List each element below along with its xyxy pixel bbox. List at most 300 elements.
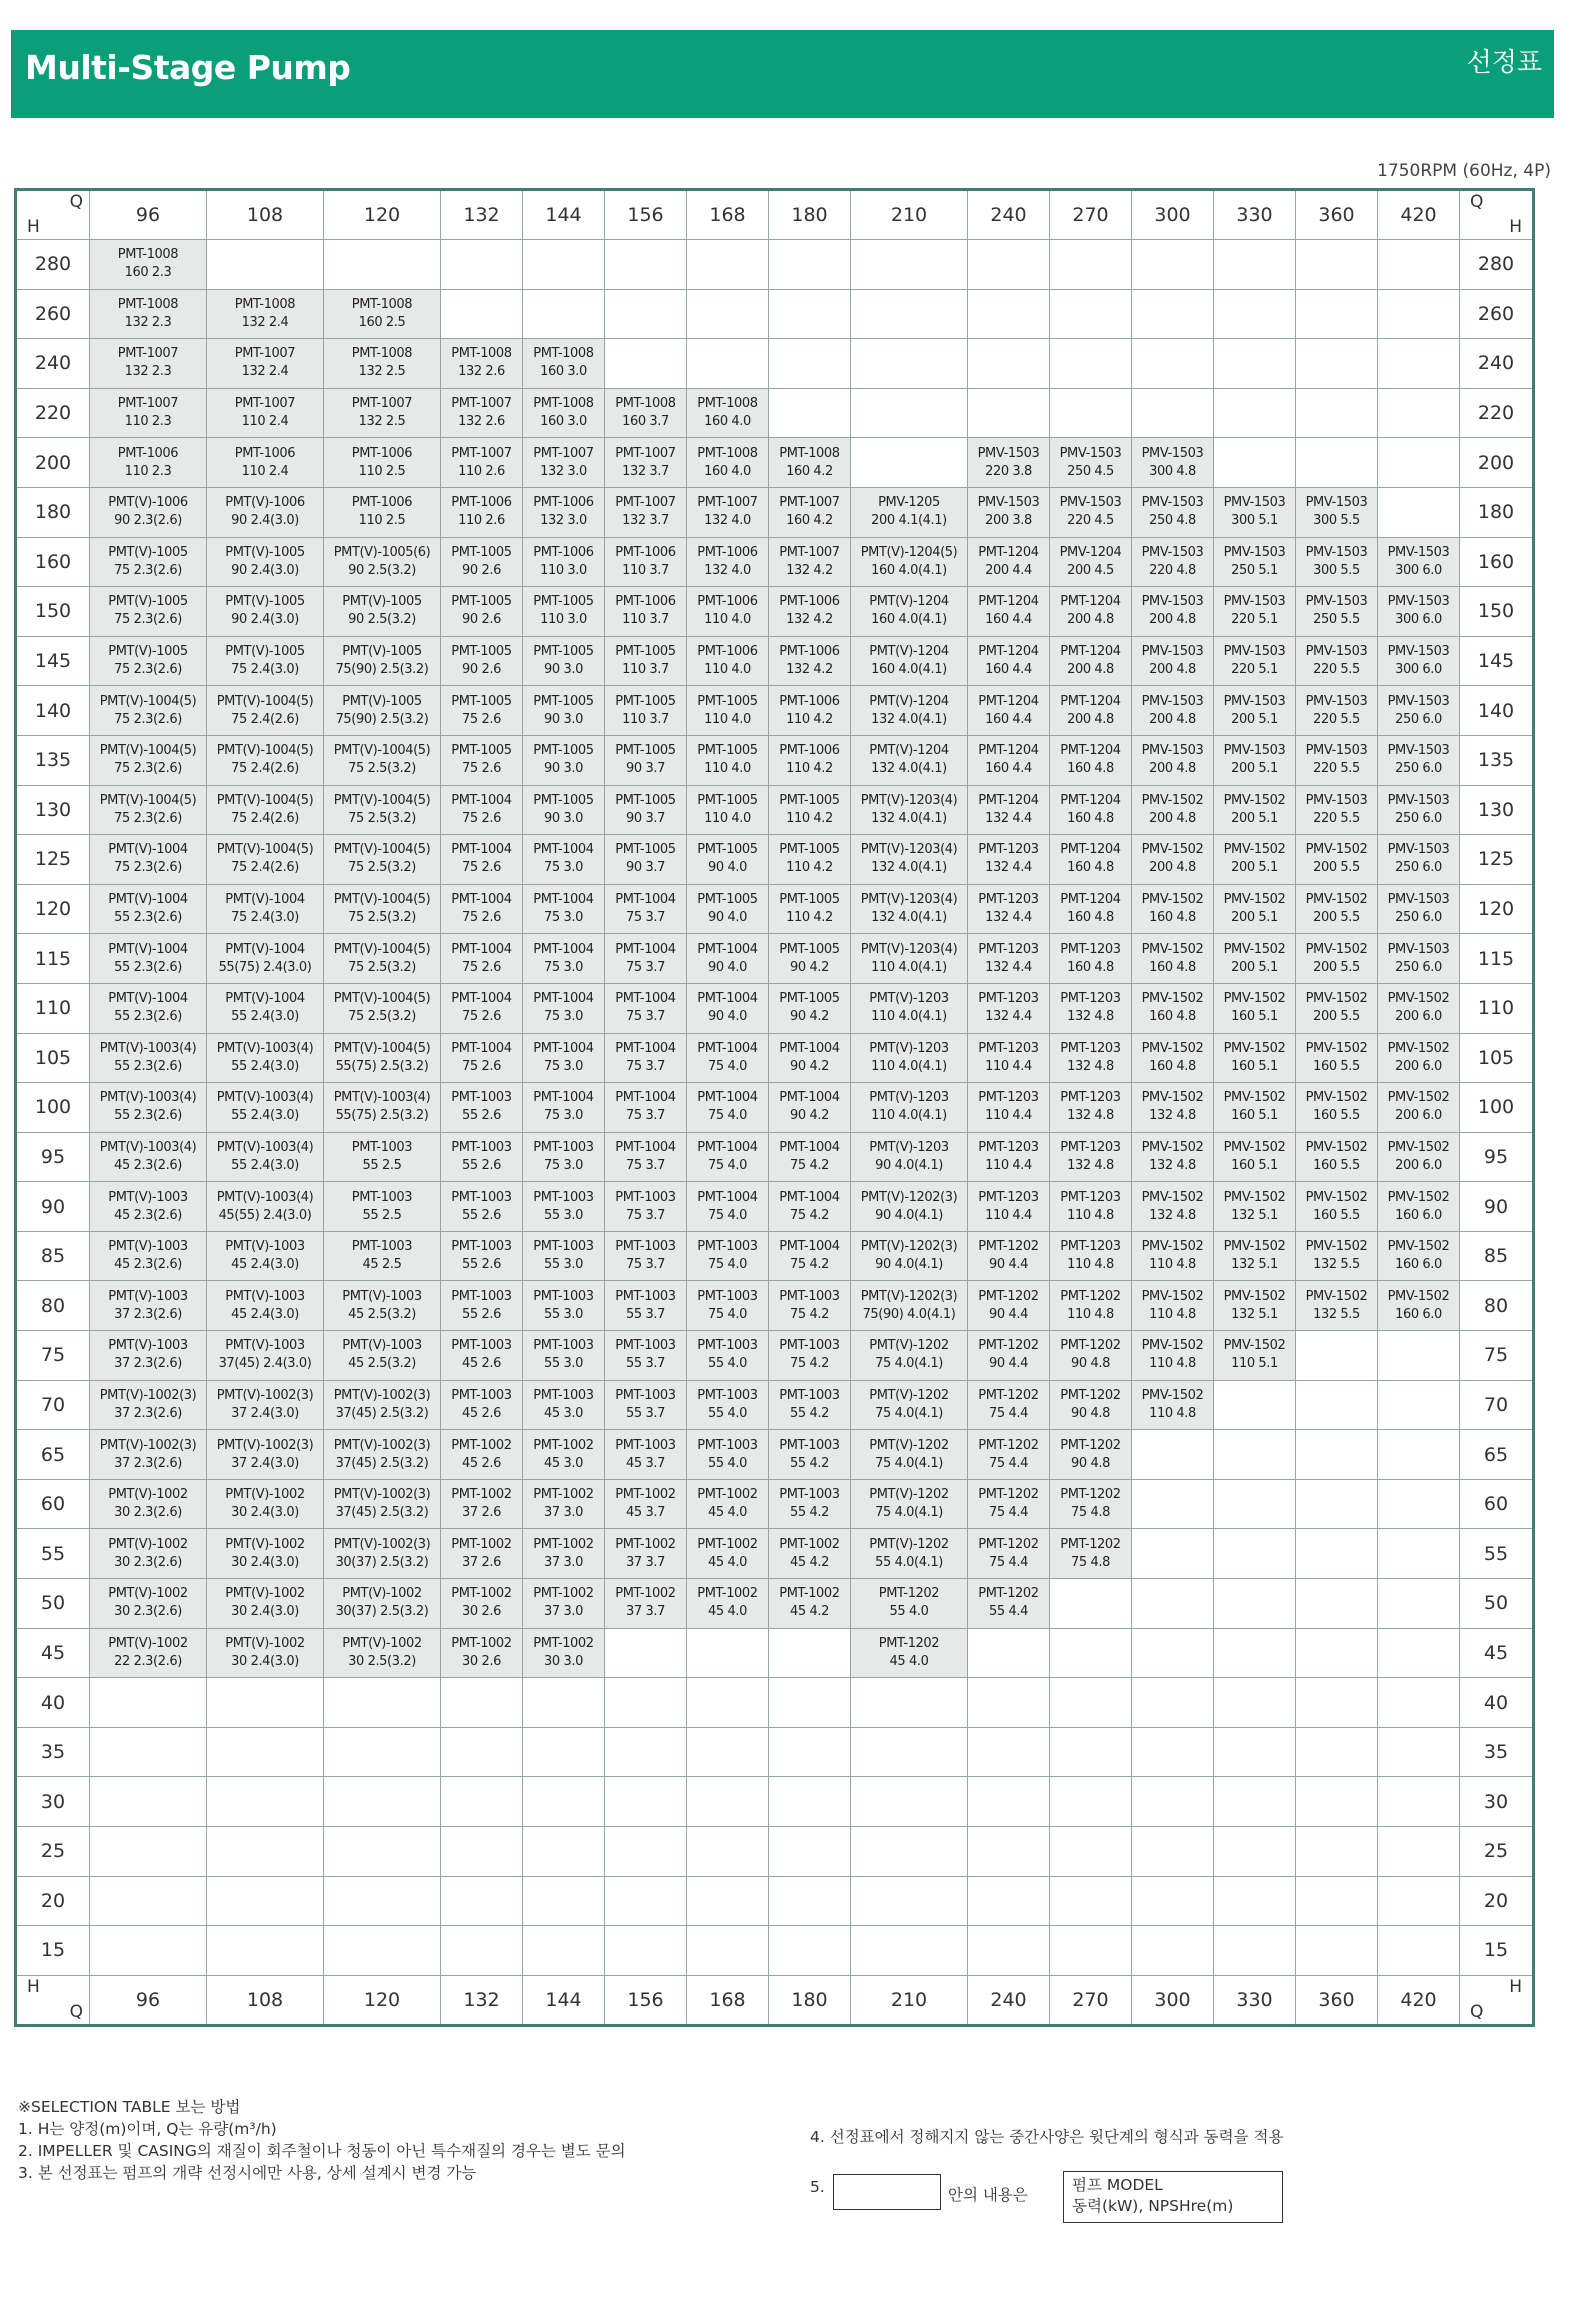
note-1: 1. H는 양정(m)이며, Q는 유량(m³/h) (18, 2120, 277, 2138)
head-value: 40 (1460, 1678, 1534, 1728)
empty-cell (1214, 388, 1296, 438)
pump-cell (687, 1579, 769, 1629)
empty-cell (1050, 1876, 1132, 1926)
empty-cell (1378, 1479, 1460, 1529)
pump-specs: 300 4.8 (1149, 463, 1196, 479)
pump-specs: 160 5.1 (1231, 1009, 1278, 1025)
pump-cell (687, 934, 769, 984)
pump-model: PMT-1004 (451, 892, 512, 908)
head-value: 125 (1460, 835, 1534, 885)
empty-cell (769, 1678, 851, 1728)
pump-model: PMT-1005 (697, 892, 758, 908)
empty-cell (968, 388, 1050, 438)
pump-cell (523, 934, 605, 984)
pump-model: PMT-1203 (1060, 1040, 1121, 1056)
head-value: 15 (1460, 1926, 1534, 1976)
empty-cell (605, 339, 687, 389)
pump-specs: 90 4.2 (790, 1058, 829, 1074)
pump-cell (687, 1132, 769, 1182)
pump-specs: 250 5.1 (1231, 562, 1278, 578)
pump-specs: 300 5.5 (1313, 513, 1360, 529)
empty-cell (1050, 289, 1132, 339)
pump-specs: 160 4.8 (1067, 910, 1114, 926)
pump-model: PMV-1503 (1305, 792, 1368, 808)
pump-specs: 160 4.0 (704, 414, 751, 430)
pump-model: PMT-1006 (779, 644, 840, 660)
pump-specs: 37(45) 2.5(3.2) (335, 1505, 429, 1521)
pump-specs: 75 2.5(3.2) (348, 910, 416, 926)
note-4: 4. 선정표에서 정해지지 않는 중간사양은 윗단계의 형식과 동력을 적용 (810, 2128, 1284, 2146)
pump-cell (1132, 1331, 1214, 1381)
pump-model: PMT(V)-1004(5) (333, 892, 431, 908)
pump-cell (90, 1132, 207, 1182)
pump-model: PMT-1008 (779, 445, 840, 461)
table-row (16, 537, 1534, 587)
empty-cell (1378, 1777, 1460, 1827)
head-value: 130 (16, 785, 90, 835)
pump-model: PMV-1502 (1141, 1090, 1204, 1106)
pump-cell (1132, 785, 1214, 835)
empty-cell (1214, 240, 1296, 290)
pump-cell (769, 587, 851, 637)
pump-model: PMV-1502 (1141, 1387, 1204, 1403)
pump-cell (324, 785, 441, 835)
pump-cell (441, 339, 523, 389)
pump-cell (605, 735, 687, 785)
pump-cell (1296, 1083, 1378, 1133)
pump-cell (1050, 1380, 1132, 1430)
empty-cell (207, 1926, 324, 1976)
pump-cell (605, 636, 687, 686)
pump-cell (769, 735, 851, 785)
empty-cell (523, 1777, 605, 1827)
pump-specs: 160 4.4 (985, 612, 1032, 628)
pump-model: PMT-1007 (533, 445, 594, 461)
pump-model: PMT-1006 (615, 544, 676, 560)
head-value: 240 (1460, 339, 1534, 389)
axis-corner (1460, 1975, 1534, 2025)
empty-cell (1132, 289, 1214, 339)
column-footer: 144 (523, 1975, 605, 2025)
table-row (16, 240, 1534, 290)
pump-model: PMT(V)-1002(3) (333, 1487, 431, 1503)
pump-specs: 160 4.4 (985, 711, 1032, 727)
pump-cell (605, 587, 687, 637)
empty-cell (1378, 1430, 1460, 1480)
pump-specs: 55 2.3(2.6) (114, 1009, 182, 1025)
pump-cell (90, 1579, 207, 1629)
head-value: 30 (16, 1777, 90, 1827)
pump-specs: 75 3.7 (626, 1058, 665, 1074)
pump-specs: 160 5.5 (1313, 1157, 1360, 1173)
pump-cell (207, 983, 324, 1033)
pump-cell (90, 587, 207, 637)
pump-model: PMT(V)-1003(4) (216, 1090, 314, 1106)
head-value: 105 (1460, 1033, 1534, 1083)
pump-specs: 132 2.4 (241, 364, 289, 380)
pump-cell (851, 1231, 968, 1281)
pump-model: PMT(V)-1202(3) (860, 1288, 958, 1304)
pump-cell (851, 1132, 968, 1182)
head-value: 240 (16, 339, 90, 389)
pump-specs: 90 2.4(3.0) (231, 513, 299, 529)
empty-cell (1296, 1479, 1378, 1529)
pump-cell (687, 735, 769, 785)
pump-cell (90, 735, 207, 785)
pump-cell (1132, 487, 1214, 537)
pump-cell (1214, 735, 1296, 785)
pump-model: PMV-1502 (1141, 1288, 1204, 1304)
pump-cell (1214, 1132, 1296, 1182)
pump-specs: 250 6.0 (1395, 910, 1442, 926)
pump-cell (687, 884, 769, 934)
pump-model: PMT-1204 (1060, 792, 1121, 808)
pump-cell (90, 537, 207, 587)
pump-specs: 160 3.7 (622, 414, 669, 430)
pump-model: PMV-1502 (1141, 792, 1204, 808)
pump-model: PMV-1502 (1223, 1338, 1286, 1354)
empty-cell (1214, 1678, 1296, 1728)
pump-cell (1296, 785, 1378, 835)
pump-cell (769, 686, 851, 736)
pump-specs: 160 4.8 (1149, 959, 1196, 975)
empty-cell (1132, 1430, 1214, 1480)
head-value: 55 (1460, 1529, 1534, 1579)
pump-specs: 132 5.1 (1231, 1207, 1278, 1223)
pump-cell (207, 487, 324, 537)
pump-specs: 55 2.4(3.0) (231, 1058, 299, 1074)
pump-model: PMV-1502 (1305, 1139, 1368, 1155)
pump-cell (324, 438, 441, 488)
pump-specs: 160 5.5 (1313, 1108, 1360, 1124)
pump-specs: 160 4.4 (985, 662, 1032, 678)
pump-model: PMT(V)-1005 (108, 594, 188, 610)
pump-cell (1050, 1479, 1132, 1529)
pump-cell (687, 1380, 769, 1430)
pump-model: PMV-1502 (1305, 991, 1368, 1007)
pump-cell (207, 339, 324, 389)
pump-model: PMT-1008 (697, 445, 758, 461)
pump-specs: 110 3.7 (622, 662, 669, 678)
pump-model: PMV-1502 (1141, 991, 1204, 1007)
h-axis-label: H (27, 217, 40, 237)
head-value: 95 (16, 1132, 90, 1182)
empty-cell (687, 1827, 769, 1877)
pump-cell (1050, 1231, 1132, 1281)
pump-cell (1214, 1083, 1296, 1133)
pump-model: PMT-1007 (451, 445, 512, 461)
pump-specs: 200 3.8 (985, 513, 1032, 529)
pump-model: PMT-1003 (451, 1338, 512, 1354)
pump-model: PMT-1004 (779, 1189, 840, 1205)
pump-model: PMT(V)-1203(4) (860, 892, 958, 908)
pump-cell (207, 934, 324, 984)
empty-cell (851, 289, 968, 339)
pump-cell (1378, 785, 1460, 835)
pump-specs: 110 2.6 (458, 513, 505, 529)
pump-cell (769, 1331, 851, 1381)
pump-cell (605, 1182, 687, 1232)
selection-table (14, 188, 1535, 2027)
pump-model: PMT(V)-1003(4) (99, 1090, 197, 1106)
pump-model: PMT-1004 (533, 941, 594, 957)
pump-cell (769, 1033, 851, 1083)
head-value: 200 (1460, 438, 1534, 488)
pump-model: PMT-1005 (451, 644, 512, 660)
pump-cell (1050, 1033, 1132, 1083)
pump-cell (324, 686, 441, 736)
column-footer: 360 (1296, 1975, 1378, 2025)
pump-cell (324, 1331, 441, 1381)
pump-cell (90, 934, 207, 984)
pump-specs: 220 5.1 (1231, 662, 1278, 678)
pump-specs: 90 4.0(4.1) (875, 1207, 943, 1223)
pump-model: PMT-1004 (615, 991, 676, 1007)
empty-cell (1214, 1579, 1296, 1629)
pump-specs: 75 2.6 (462, 910, 501, 926)
empty-cell (687, 1777, 769, 1827)
empty-cell (1050, 240, 1132, 290)
pump-cell (1214, 636, 1296, 686)
pump-specs: 160 4.8 (1149, 910, 1196, 926)
pump-model: PMT(V)-1204 (869, 743, 949, 759)
pump-model: PMV-1502 (1305, 1189, 1368, 1205)
pump-model: PMT-1003 (697, 1387, 758, 1403)
pump-cell (523, 785, 605, 835)
pump-specs: 30 2.3(2.6) (114, 1604, 182, 1620)
pump-model: PMT-1202 (978, 1586, 1039, 1602)
pump-model: PMT(V)-1002 (225, 1487, 305, 1503)
pump-model: PMT-1202 (1060, 1536, 1121, 1552)
pump-model: PMT-1003 (615, 1239, 676, 1255)
head-value: 50 (1460, 1579, 1534, 1629)
pump-specs: 45 2.3(2.6) (114, 1207, 182, 1223)
pump-model: PMT(V)-1004(5) (333, 991, 431, 1007)
head-value: 70 (1460, 1380, 1534, 1430)
pump-model: PMT-1004 (779, 1239, 840, 1255)
pump-specs: 30 2.4(3.0) (231, 1653, 299, 1669)
column-header: 132 (441, 190, 523, 240)
pump-model: PMT-1006 (451, 495, 512, 511)
pump-specs: 75 4.0 (708, 1207, 747, 1223)
pump-specs: 75 2.6 (462, 959, 501, 975)
pump-specs: 75 4.4 (989, 1554, 1028, 1570)
pump-specs: 110 4.2 (786, 910, 833, 926)
pump-specs: 200 4.8 (1149, 810, 1196, 826)
pump-model: PMT-1008 (234, 296, 296, 312)
pump-model: PMT(V)-1003(4) (216, 1189, 314, 1205)
pump-model: PMT(V)-1004(5) (99, 792, 197, 808)
pump-specs: 75 2.5(3.2) (348, 810, 416, 826)
pump-specs: 75 3.7 (626, 1157, 665, 1173)
pump-model: PMT(V)-1002 (108, 1586, 188, 1602)
empty-cell (687, 289, 769, 339)
pump-specs: 45 3.7 (626, 1505, 665, 1521)
empty-cell (605, 289, 687, 339)
pump-model: PMT-1003 (533, 1387, 594, 1403)
empty-cell (769, 240, 851, 290)
pump-specs: 110 4.8 (1067, 1207, 1114, 1223)
pump-model: PMT-1203 (978, 1139, 1039, 1155)
pump-cell (851, 1479, 968, 1529)
table-row (16, 1876, 1534, 1926)
pump-model: PMT-1003 (351, 1239, 413, 1255)
pump-model: PMT-1003 (615, 1437, 676, 1453)
pump-cell (523, 1479, 605, 1529)
pump-cell (1132, 686, 1214, 736)
h-axis-label: H (27, 1976, 40, 1997)
empty-cell (1050, 339, 1132, 389)
pump-cell (1214, 835, 1296, 885)
pump-cell (523, 983, 605, 1033)
pump-cell (1214, 537, 1296, 587)
pump-cell (441, 735, 523, 785)
pump-cell (324, 934, 441, 984)
pump-specs: 55 2.6 (462, 1157, 501, 1173)
pump-cell (1132, 587, 1214, 637)
pump-specs: 55 3.0 (544, 1356, 583, 1372)
pump-specs: 132 2.5 (358, 364, 406, 380)
pump-model: PMT(V)-1004 (225, 991, 305, 1007)
pump-cell (324, 289, 441, 339)
pump-model: PMT-1003 (533, 1189, 594, 1205)
pump-specs: 132 4.8 (1067, 1157, 1114, 1173)
empty-cell (605, 1628, 687, 1678)
pump-cell (605, 1231, 687, 1281)
pump-model: PMV-1502 (1141, 1040, 1204, 1056)
q-axis-label: Q (1470, 192, 1484, 212)
pump-cell (324, 1132, 441, 1182)
pump-model: PMV-1502 (1387, 1189, 1450, 1205)
pump-specs: 250 6.0 (1395, 959, 1442, 975)
pump-cell (769, 1083, 851, 1133)
pump-specs: 75 2.4(2.6) (231, 711, 299, 727)
pump-specs: 45 2.6 (462, 1356, 501, 1372)
pump-model: PMV-1502 (1387, 1139, 1450, 1155)
pump-cell (90, 1628, 207, 1678)
empty-cell (769, 1827, 851, 1877)
pump-model: PMV-1503 (1141, 495, 1204, 511)
pump-cell (441, 1281, 523, 1331)
pump-model: PMT-1004 (697, 941, 758, 957)
empty-cell (1214, 1926, 1296, 1976)
pump-model: PMT-1004 (533, 1040, 594, 1056)
pump-cell (605, 537, 687, 587)
pump-specs: 200 4.8 (1067, 662, 1114, 678)
empty-cell (1132, 1579, 1214, 1629)
pump-model: PMT-1005 (779, 842, 840, 858)
head-value: 180 (1460, 487, 1534, 537)
pump-cell (207, 289, 324, 339)
pump-cell (207, 884, 324, 934)
pump-model: PMV-1503 (1387, 544, 1450, 560)
empty-cell (90, 1827, 207, 1877)
head-value: 140 (16, 686, 90, 736)
pump-specs: 132 4.8 (1067, 1009, 1114, 1025)
column-header: 240 (968, 190, 1050, 240)
pump-specs: 75 3.0 (544, 959, 583, 975)
empty-cell (851, 240, 968, 290)
pump-specs: 30 3.0 (544, 1653, 583, 1669)
pump-model: PMV-1502 (1141, 842, 1204, 858)
pump-cell (523, 636, 605, 686)
pump-specs: 132 4.8 (1067, 1108, 1114, 1124)
pump-model: PMT-1203 (1060, 1090, 1121, 1106)
note-5-number: 5. (810, 2178, 825, 2196)
pump-model: PMT-1003 (533, 1239, 594, 1255)
pump-model: PMV-1503 (1141, 594, 1204, 610)
empty-cell (851, 1876, 968, 1926)
pump-model: PMT-1003 (533, 1338, 594, 1354)
pump-cell (1050, 686, 1132, 736)
pump-specs: 250 4.5 (1067, 463, 1114, 479)
pump-model: PMT-1003 (451, 1239, 512, 1255)
pump-cell (687, 785, 769, 835)
pump-cell (441, 636, 523, 686)
empty-cell (1378, 289, 1460, 339)
pump-model: PMV-1502 (1387, 1040, 1450, 1056)
pump-specs: 90 4.2 (790, 959, 829, 975)
table-row (16, 884, 1534, 934)
pump-cell (523, 686, 605, 736)
pump-model: PMT(V)-1006 (108, 495, 188, 511)
pump-specs: 45 4.0 (889, 1653, 929, 1669)
pump-cell (769, 537, 851, 587)
pump-model: PMT(V)-1005 (342, 693, 422, 709)
pump-cell (324, 1628, 441, 1678)
table-row (16, 289, 1534, 339)
pump-cell (1214, 983, 1296, 1033)
pump-cell (687, 1331, 769, 1381)
pump-specs: 55 2.5 (362, 1207, 402, 1223)
column-header: 420 (1378, 190, 1460, 240)
empty-cell (207, 240, 324, 290)
pump-model: PMV-1502 (1223, 991, 1286, 1007)
selection-table-wrapper (14, 188, 1535, 2027)
pump-model: PMV-1502 (1223, 1139, 1286, 1155)
pump-specs: 75(90) 2.5(3.2) (335, 711, 429, 727)
head-value: 65 (16, 1430, 90, 1480)
pump-specs: 30 2.6 (462, 1653, 501, 1669)
pump-model: PMT(V)-1203(4) (860, 842, 958, 858)
pump-model: PMT-1008 (117, 247, 179, 263)
column-header: 270 (1050, 190, 1132, 240)
column-footer: 240 (968, 1975, 1050, 2025)
pump-cell (1214, 487, 1296, 537)
pump-cell (1296, 735, 1378, 785)
pump-specs: 90 3.7 (626, 761, 665, 777)
pump-model: PMV-1503 (1059, 445, 1122, 461)
pump-model: PMT-1005 (533, 644, 594, 660)
empty-cell (968, 1827, 1050, 1877)
pump-model: PMT(V)-1203(4) (860, 792, 958, 808)
empty-cell (605, 1876, 687, 1926)
head-value: 140 (1460, 686, 1534, 736)
pump-cell (769, 1529, 851, 1579)
pump-specs: 55 2.3(2.6) (114, 959, 182, 975)
pump-cell (441, 1231, 523, 1281)
pump-cell (207, 835, 324, 885)
pump-cell (1050, 835, 1132, 885)
pump-model: PMT(V)-1002(3) (99, 1437, 197, 1453)
pump-model: PMV-1502 (1387, 991, 1450, 1007)
pump-model: PMT(V)-1004 (108, 892, 188, 908)
pump-cell (90, 1380, 207, 1430)
pump-model: PMT(V)-1203 (869, 1040, 949, 1056)
pump-cell (968, 835, 1050, 885)
pump-specs: 132 3.0 (540, 463, 587, 479)
empty-cell (687, 1876, 769, 1926)
